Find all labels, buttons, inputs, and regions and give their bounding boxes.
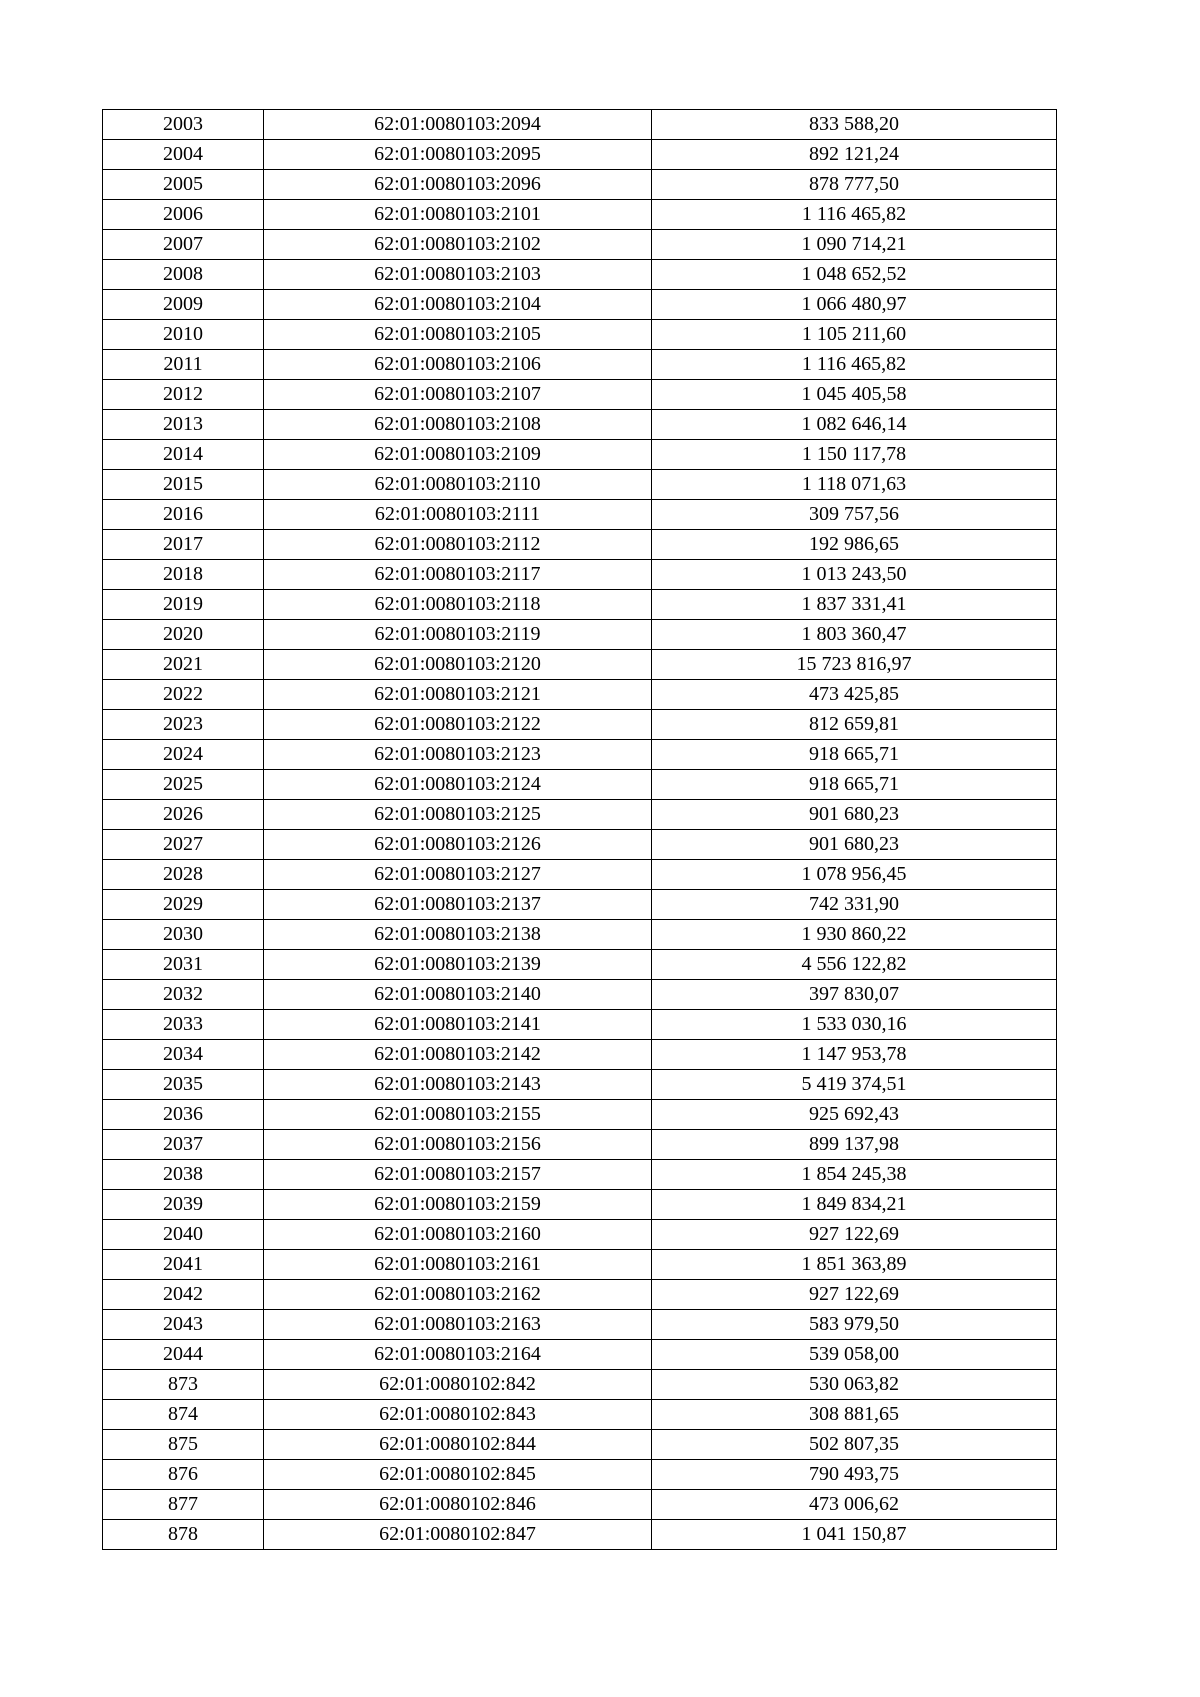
cadastral-number-cell: 62:01:0080103:2127	[264, 860, 652, 890]
row-number-cell: 2030	[103, 920, 264, 950]
row-number-cell: 2008	[103, 260, 264, 290]
row-number-cell: 2015	[103, 470, 264, 500]
table-row	[103, 980, 1057, 1010]
cadastral-value-cell: 1 116 465,82	[652, 200, 1057, 230]
cadastral-number-cell: 62:01:0080103:2105	[264, 320, 652, 350]
cadastral-value-cell: 899 137,98	[652, 1130, 1057, 1160]
row-number-cell: 878	[103, 1520, 264, 1550]
cadastral-value-cell: 927 122,69	[652, 1220, 1057, 1250]
table-row	[103, 1490, 1057, 1520]
row-number-cell: 2043	[103, 1310, 264, 1340]
row-number-cell: 873	[103, 1370, 264, 1400]
cadastral-value-cell: 1 147 953,78	[652, 1040, 1057, 1070]
cadastral-number-cell: 62:01:0080103:2140	[264, 980, 652, 1010]
cadastral-number-cell: 62:01:0080103:2164	[264, 1340, 652, 1370]
row-number-cell: 2004	[103, 140, 264, 170]
table-row	[103, 1040, 1057, 1070]
cadastral-number-cell: 62:01:0080103:2104	[264, 290, 652, 320]
cadastral-value-cell: 1 930 860,22	[652, 920, 1057, 950]
cadastral-number-cell: 62:01:0080102:843	[264, 1400, 652, 1430]
table-body	[103, 110, 1057, 1550]
row-number-cell: 876	[103, 1460, 264, 1490]
cadastral-number-cell: 62:01:0080103:2122	[264, 710, 652, 740]
cadastral-value-cell: 1 118 071,63	[652, 470, 1057, 500]
cadastral-value-cell: 15 723 816,97	[652, 650, 1057, 680]
cadastral-number-cell: 62:01:0080103:2124	[264, 770, 652, 800]
cadastral-value-cell: 812 659,81	[652, 710, 1057, 740]
cadastral-number-cell: 62:01:0080103:2141	[264, 1010, 652, 1040]
table-row	[103, 1370, 1057, 1400]
table-row	[103, 230, 1057, 260]
cadastral-value-cell: 473 425,85	[652, 680, 1057, 710]
table-row	[103, 1520, 1057, 1550]
cadastral-value-cell: 1 090 714,21	[652, 230, 1057, 260]
table-row	[103, 500, 1057, 530]
cadastral-value-cell: 192 986,65	[652, 530, 1057, 560]
row-number-cell: 2032	[103, 980, 264, 1010]
cadastral-number-cell: 62:01:0080103:2143	[264, 1070, 652, 1100]
cadastral-number-cell: 62:01:0080102:846	[264, 1490, 652, 1520]
cadastral-number-cell: 62:01:0080103:2139	[264, 950, 652, 980]
cadastral-value-cell: 1 849 834,21	[652, 1190, 1057, 1220]
table-row	[103, 1130, 1057, 1160]
cadastral-value-cell: 397 830,07	[652, 980, 1057, 1010]
table-row	[103, 710, 1057, 740]
table-row	[103, 530, 1057, 560]
cadastral-value-cell: 1 045 405,58	[652, 380, 1057, 410]
cadastral-number-cell: 62:01:0080103:2123	[264, 740, 652, 770]
cadastral-number-cell: 62:01:0080103:2125	[264, 800, 652, 830]
cadastral-number-cell: 62:01:0080103:2111	[264, 500, 652, 530]
table-row	[103, 290, 1057, 320]
table-row	[103, 890, 1057, 920]
cadastral-number-cell: 62:01:0080103:2110	[264, 470, 652, 500]
cadastral-number-cell: 62:01:0080103:2162	[264, 1280, 652, 1310]
table-row	[103, 680, 1057, 710]
cadastral-number-cell: 62:01:0080103:2112	[264, 530, 652, 560]
cadastral-number-cell: 62:01:0080103:2102	[264, 230, 652, 260]
cadastral-value-cell: 918 665,71	[652, 740, 1057, 770]
cadastral-value-cell: 309 757,56	[652, 500, 1057, 530]
cadastral-number-cell: 62:01:0080103:2096	[264, 170, 652, 200]
row-number-cell: 2019	[103, 590, 264, 620]
cadastral-value-cell: 878 777,50	[652, 170, 1057, 200]
row-number-cell: 2005	[103, 170, 264, 200]
cadastral-value-cell: 1 082 646,14	[652, 410, 1057, 440]
row-number-cell: 2021	[103, 650, 264, 680]
row-number-cell: 2020	[103, 620, 264, 650]
cadastral-number-cell: 62:01:0080103:2137	[264, 890, 652, 920]
cadastral-value-cell: 583 979,50	[652, 1310, 1057, 1340]
table-row	[103, 620, 1057, 650]
row-number-cell: 874	[103, 1400, 264, 1430]
row-number-cell: 2044	[103, 1340, 264, 1370]
row-number-cell: 2036	[103, 1100, 264, 1130]
row-number-cell: 2007	[103, 230, 264, 260]
cadastral-value-cell: 1 803 360,47	[652, 620, 1057, 650]
row-number-cell: 2013	[103, 410, 264, 440]
table-row	[103, 1460, 1057, 1490]
row-number-cell: 2016	[103, 500, 264, 530]
row-number-cell: 2031	[103, 950, 264, 980]
table-row	[103, 440, 1057, 470]
table-row	[103, 110, 1057, 140]
cadastral-number-cell: 62:01:0080103:2126	[264, 830, 652, 860]
table-row	[103, 800, 1057, 830]
cadastral-number-cell: 62:01:0080102:845	[264, 1460, 652, 1490]
cadastral-number-cell: 62:01:0080103:2108	[264, 410, 652, 440]
cadastral-value-cell: 1 851 363,89	[652, 1250, 1057, 1280]
row-number-cell: 2025	[103, 770, 264, 800]
row-number-cell: 2027	[103, 830, 264, 860]
cadastral-number-cell: 62:01:0080103:2103	[264, 260, 652, 290]
cadastral-number-cell: 62:01:0080103:2161	[264, 1250, 652, 1280]
table-row	[103, 1430, 1057, 1460]
cadastral-number-cell: 62:01:0080103:2142	[264, 1040, 652, 1070]
row-number-cell: 2017	[103, 530, 264, 560]
row-number-cell: 2042	[103, 1280, 264, 1310]
cadastral-number-cell: 62:01:0080103:2095	[264, 140, 652, 170]
cadastral-value-cell: 901 680,23	[652, 800, 1057, 830]
table-row	[103, 200, 1057, 230]
row-number-cell: 2009	[103, 290, 264, 320]
row-number-cell: 877	[103, 1490, 264, 1520]
cadastral-number-cell: 62:01:0080103:2094	[264, 110, 652, 140]
table-row	[103, 950, 1057, 980]
row-number-cell: 2003	[103, 110, 264, 140]
cadastral-number-cell: 62:01:0080103:2118	[264, 590, 652, 620]
table-row	[103, 1280, 1057, 1310]
table-row	[103, 1340, 1057, 1370]
table-row	[103, 140, 1057, 170]
table-row	[103, 260, 1057, 290]
cadastral-number-cell: 62:01:0080103:2119	[264, 620, 652, 650]
row-number-cell: 2023	[103, 710, 264, 740]
table-row	[103, 1100, 1057, 1130]
cadastral-value-cell: 833 588,20	[652, 110, 1057, 140]
table-row	[103, 1160, 1057, 1190]
row-number-cell: 2018	[103, 560, 264, 590]
cadastral-number-cell: 62:01:0080102:842	[264, 1370, 652, 1400]
cadastral-value-cell: 892 121,24	[652, 140, 1057, 170]
row-number-cell: 875	[103, 1430, 264, 1460]
table-row	[103, 830, 1057, 860]
row-number-cell: 2014	[103, 440, 264, 470]
cadastral-value-cell: 1 048 652,52	[652, 260, 1057, 290]
cadastral-number-cell: 62:01:0080103:2163	[264, 1310, 652, 1340]
cadastral-number-cell: 62:01:0080103:2157	[264, 1160, 652, 1190]
cadastral-value-cell: 1 105 211,60	[652, 320, 1057, 350]
cadastral-value-cell: 742 331,90	[652, 890, 1057, 920]
cadastral-value-cell: 530 063,82	[652, 1370, 1057, 1400]
table-row	[103, 740, 1057, 770]
cadastral-value-cell: 1 837 331,41	[652, 590, 1057, 620]
cadastral-value-cell: 1 150 117,78	[652, 440, 1057, 470]
row-number-cell: 2006	[103, 200, 264, 230]
cadastral-value-cell: 1 533 030,16	[652, 1010, 1057, 1040]
row-number-cell: 2040	[103, 1220, 264, 1250]
cadastral-number-cell: 62:01:0080103:2106	[264, 350, 652, 380]
cadastral-number-cell: 62:01:0080103:2109	[264, 440, 652, 470]
table-row	[103, 380, 1057, 410]
cadastral-value-table	[102, 109, 1057, 1550]
table-row	[103, 590, 1057, 620]
table-row	[103, 320, 1057, 350]
table-row	[103, 1220, 1057, 1250]
row-number-cell: 2012	[103, 380, 264, 410]
table-row	[103, 1250, 1057, 1280]
cadastral-value-cell: 901 680,23	[652, 830, 1057, 860]
cadastral-value-cell: 1 854 245,38	[652, 1160, 1057, 1190]
row-number-cell: 2035	[103, 1070, 264, 1100]
cadastral-number-cell: 62:01:0080103:2156	[264, 1130, 652, 1160]
row-number-cell: 2033	[103, 1010, 264, 1040]
row-number-cell: 2028	[103, 860, 264, 890]
table-row	[103, 350, 1057, 380]
cadastral-value-cell: 473 006,62	[652, 1490, 1057, 1520]
cadastral-value-cell: 308 881,65	[652, 1400, 1057, 1430]
cadastral-value-cell: 4 556 122,82	[652, 950, 1057, 980]
cadastral-number-cell: 62:01:0080103:2138	[264, 920, 652, 950]
cadastral-value-cell: 1 078 956,45	[652, 860, 1057, 890]
row-number-cell: 2038	[103, 1160, 264, 1190]
row-number-cell: 2037	[103, 1130, 264, 1160]
cadastral-value-cell: 1 013 243,50	[652, 560, 1057, 590]
cadastral-value-cell: 790 493,75	[652, 1460, 1057, 1490]
cadastral-number-cell: 62:01:0080102:847	[264, 1520, 652, 1550]
row-number-cell: 2039	[103, 1190, 264, 1220]
cadastral-number-cell: 62:01:0080102:844	[264, 1430, 652, 1460]
cadastral-value-cell: 539 058,00	[652, 1340, 1057, 1370]
cadastral-number-cell: 62:01:0080103:2160	[264, 1220, 652, 1250]
table-row	[103, 170, 1057, 200]
cadastral-value-cell: 1 066 480,97	[652, 290, 1057, 320]
row-number-cell: 2022	[103, 680, 264, 710]
table-row	[103, 470, 1057, 500]
table-row	[103, 560, 1057, 590]
row-number-cell: 2034	[103, 1040, 264, 1070]
cadastral-number-cell: 62:01:0080103:2159	[264, 1190, 652, 1220]
cadastral-value-cell: 925 692,43	[652, 1100, 1057, 1130]
table-row	[103, 920, 1057, 950]
table-row	[103, 860, 1057, 890]
cadastral-value-cell: 5 419 374,51	[652, 1070, 1057, 1100]
row-number-cell: 2024	[103, 740, 264, 770]
row-number-cell: 2029	[103, 890, 264, 920]
cadastral-number-cell: 62:01:0080103:2117	[264, 560, 652, 590]
table-row	[103, 650, 1057, 680]
cadastral-number-cell: 62:01:0080103:2155	[264, 1100, 652, 1130]
row-number-cell: 2010	[103, 320, 264, 350]
cadastral-value-cell: 927 122,69	[652, 1280, 1057, 1310]
cadastral-number-cell: 62:01:0080103:2121	[264, 680, 652, 710]
row-number-cell: 2026	[103, 800, 264, 830]
cadastral-value-cell: 1 041 150,87	[652, 1520, 1057, 1550]
cadastral-value-cell: 502 807,35	[652, 1430, 1057, 1460]
table-row	[103, 1070, 1057, 1100]
cadastral-number-cell: 62:01:0080103:2107	[264, 380, 652, 410]
table-row	[103, 770, 1057, 800]
table-row	[103, 410, 1057, 440]
row-number-cell: 2011	[103, 350, 264, 380]
row-number-cell: 2041	[103, 1250, 264, 1280]
table-row	[103, 1310, 1057, 1340]
table-row	[103, 1400, 1057, 1430]
cadastral-number-cell: 62:01:0080103:2101	[264, 200, 652, 230]
cadastral-value-cell: 918 665,71	[652, 770, 1057, 800]
cadastral-value-cell: 1 116 465,82	[652, 350, 1057, 380]
table-row	[103, 1010, 1057, 1040]
cadastral-number-cell: 62:01:0080103:2120	[264, 650, 652, 680]
table-row	[103, 1190, 1057, 1220]
